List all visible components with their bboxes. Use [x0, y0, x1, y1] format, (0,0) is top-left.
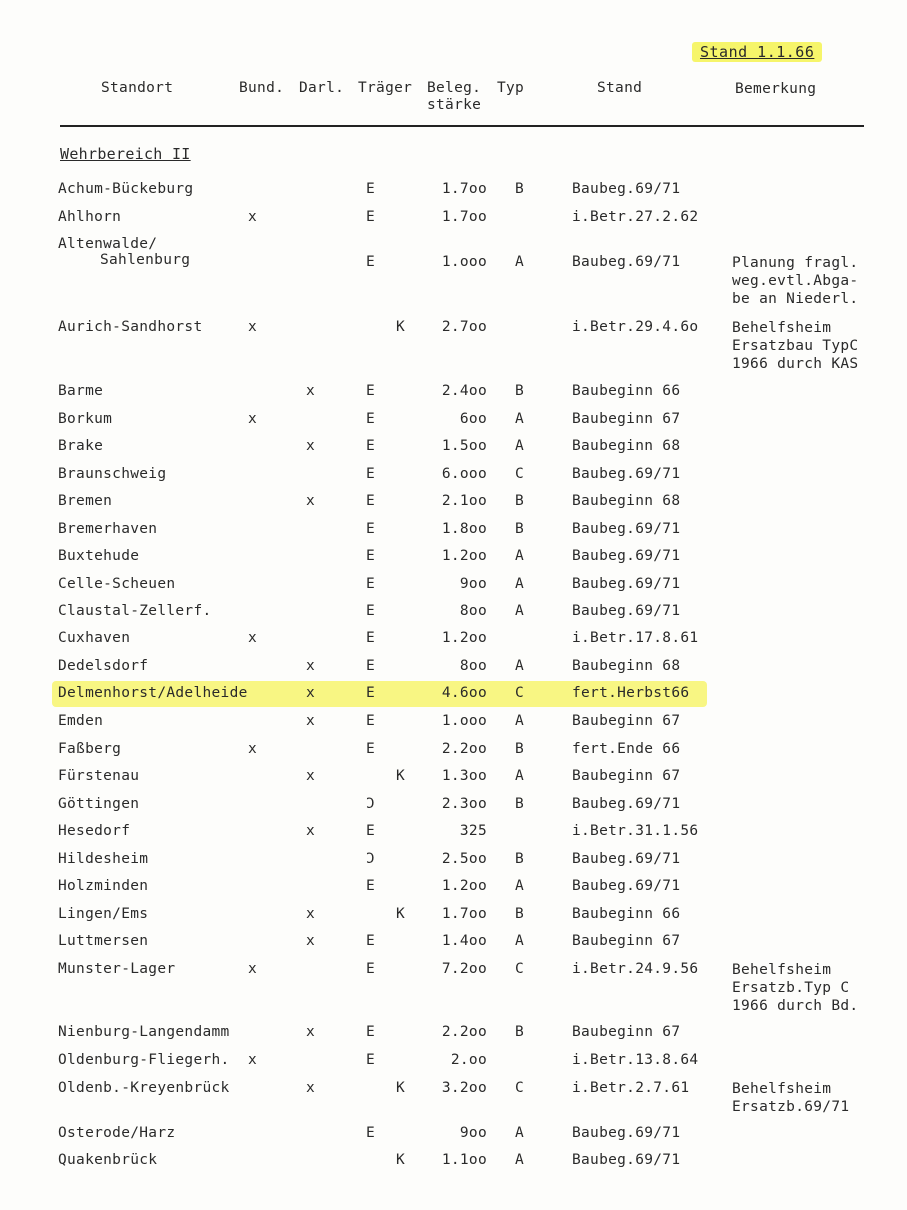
standort-cell: Borkum	[58, 411, 113, 427]
belegstaerke-cell: 6.ooo	[441, 466, 487, 482]
standort-cell: Holzminden	[58, 878, 149, 894]
standort-cell: Nienburg-Langendamm	[58, 1024, 230, 1040]
stand-cell: Baubeg.69/71	[572, 603, 681, 619]
belegstaerke-cell: 1.2oo	[441, 630, 487, 646]
typ-cell: B	[515, 906, 525, 922]
darl-mark: x	[306, 383, 316, 399]
standort-cell: Brake	[58, 438, 104, 454]
darl-mark: x	[306, 438, 316, 454]
standort-cell: Cuxhaven	[58, 630, 131, 646]
standort-cell: Barme	[58, 383, 104, 399]
standort-cell: Emden	[58, 713, 104, 729]
typ-cell: A	[515, 548, 525, 564]
date-stamp: Stand 1.1.66	[692, 42, 822, 62]
belegstaerke-cell: 1.3oo	[441, 768, 487, 784]
typ-cell: B	[515, 521, 525, 537]
typ-cell: B	[515, 741, 525, 757]
belegstaerke-cell: 2.4oo	[441, 383, 487, 399]
traeger-cell: E	[366, 741, 376, 757]
belegstaerke-cell: 1.2oo	[441, 548, 487, 564]
darl-mark: x	[306, 685, 316, 701]
stand-cell: Baubeg.69/71	[572, 521, 681, 537]
standort-cell: Munster-Lager	[58, 961, 176, 977]
traeger-cell: E	[366, 1125, 376, 1141]
belegstaerke-cell: 1.8oo	[441, 521, 487, 537]
belegstaerke-cell: 1.4oo	[441, 933, 487, 949]
bemerkung-line: Planung fragl.	[732, 255, 859, 271]
standort-cell: Hildesheim	[58, 851, 149, 867]
traeger-cell: E	[366, 411, 376, 427]
stand-cell: Baubeginn 66	[572, 906, 681, 922]
standort-cell: Fürstenau	[58, 768, 140, 784]
belegstaerke-cell: 8oo	[459, 658, 487, 674]
stand-cell: Baubeg.69/71	[572, 576, 681, 592]
standort-cell: Quakenbrück	[58, 1152, 158, 1168]
stand-cell: Baubeg.69/71	[572, 851, 681, 867]
stand-cell: Baubeg.69/71	[572, 548, 681, 564]
standort-cell: Aurich-Sandhorst	[58, 319, 203, 335]
standort-cell: Osterode/Harz	[58, 1125, 176, 1141]
bemerkung-cell	[732, 319, 858, 373]
typ-cell: A	[515, 1152, 525, 1168]
typ-cell: A	[515, 254, 525, 270]
standort-cell: Braunschweig	[58, 466, 167, 482]
header-beleg: Beleg.	[427, 80, 482, 96]
traeger-cell: E	[366, 576, 376, 592]
typ-cell: C	[515, 685, 525, 701]
bemerkung-line: Behelfsheim	[732, 962, 832, 978]
bemerkung-line: 1966 durch Bd.	[732, 998, 859, 1014]
traeger-cell: K	[396, 768, 406, 784]
darl-mark: x	[306, 713, 316, 729]
traeger-cell: E	[366, 685, 376, 701]
typ-cell: C	[515, 961, 525, 977]
typ-cell: A	[515, 713, 525, 729]
darl-mark: x	[306, 1080, 316, 1096]
traeger-cell: Ɔ	[366, 851, 376, 867]
belegstaerke-cell: 6oo	[459, 411, 487, 427]
standort-cell: Achum-Bückeburg	[58, 181, 194, 197]
traeger-cell: E	[366, 658, 376, 674]
typ-cell: A	[515, 576, 525, 592]
stand-cell: i.Betr.29.4.6o	[572, 319, 699, 335]
header-rule	[60, 125, 864, 127]
traeger-cell: E	[366, 1052, 376, 1068]
typ-cell: A	[515, 658, 525, 674]
bund-mark: x	[248, 630, 258, 646]
header-bemerkung: Bemerkung	[735, 81, 817, 97]
typ-cell: C	[515, 466, 525, 482]
traeger-cell: E	[366, 878, 376, 894]
bund-mark: x	[248, 741, 258, 757]
belegstaerke-cell: 1.7oo	[441, 906, 487, 922]
stand-cell: i.Betr.13.8.64	[572, 1052, 699, 1068]
bemerkung-line: Ersatzbau TypC	[732, 338, 859, 354]
typ-cell: A	[515, 603, 525, 619]
darl-mark: x	[306, 658, 316, 674]
standort-cell: Göttingen	[58, 796, 140, 812]
belegstaerke-cell: 2.5oo	[441, 851, 487, 867]
stand-cell: i.Betr.31.1.56	[572, 823, 699, 839]
typ-cell: A	[515, 878, 525, 894]
typ-cell: A	[515, 933, 525, 949]
traeger-cell: K	[396, 906, 406, 922]
typ-cell: B	[515, 851, 525, 867]
standort-cell: Oldenburg-Fliegerh.	[58, 1052, 230, 1068]
stand-cell: Baubeginn 67	[572, 768, 681, 784]
traeger-cell: E	[366, 630, 376, 646]
belegstaerke-cell: 1.7oo	[441, 209, 487, 225]
stand-cell: fert.Ende 66	[572, 741, 681, 757]
header-bund: Bund.	[239, 80, 285, 96]
traeger-cell: E	[366, 933, 376, 949]
traeger-cell: E	[366, 466, 376, 482]
stand-cell: i.Betr.24.9.56	[572, 961, 699, 977]
traeger-cell: E	[366, 521, 376, 537]
standort-cell: Buxtehude	[58, 548, 140, 564]
bemerkung-cell	[732, 961, 858, 1015]
standort-cell: Dedelsdorf	[58, 658, 149, 674]
darl-mark: x	[306, 1024, 316, 1040]
bemerkung-line: Behelfsheim	[732, 320, 832, 336]
standort-cell: Bremen	[58, 493, 113, 509]
standort-cell: Luttmersen	[58, 933, 149, 949]
darl-mark: x	[306, 823, 316, 839]
traeger-cell: E	[366, 438, 376, 454]
stand-cell: Baubeg.69/71	[572, 181, 681, 197]
standort-cell: Altenwalde/ Sahlenburg	[58, 236, 191, 268]
darl-mark: x	[306, 493, 316, 509]
traeger-cell: E	[366, 181, 376, 197]
bemerkung-line: 1966 durch KAS	[732, 356, 859, 372]
standort-cell: Hesedorf	[58, 823, 131, 839]
darl-mark: x	[306, 906, 316, 922]
bemerkung-line: weg.evtl.Abga-	[732, 273, 859, 289]
standort-cell: Delmenhorst/Adelheide	[58, 685, 248, 701]
stand-cell: Baubeginn 67	[572, 933, 681, 949]
bund-mark: x	[248, 411, 258, 427]
stand-cell: i.Betr.17.8.61	[572, 630, 699, 646]
stand-cell: Baubeg.69/71	[572, 1152, 681, 1168]
belegstaerke-cell: 1.ooo	[441, 254, 487, 270]
belegstaerke-cell: 8oo	[459, 603, 487, 619]
belegstaerke-cell: 1.ooo	[441, 713, 487, 729]
standort-cell: Celle-Scheuen	[58, 576, 176, 592]
belegstaerke-cell: 2.2oo	[441, 1024, 487, 1040]
standort-cell-line2: Sahlenburg	[100, 252, 191, 268]
bemerkung-line: Behelfsheim	[732, 1081, 832, 1097]
header-standort: Standort	[101, 80, 174, 96]
stand-cell: i.Betr.27.2.62	[572, 209, 699, 225]
typ-cell: B	[515, 796, 525, 812]
standort-cell: Ahlhorn	[58, 209, 122, 225]
stand-cell: fert.Herbst66	[572, 685, 690, 701]
belegstaerke-cell: 2.oo	[450, 1052, 487, 1068]
belegstaerke-cell: 4.6oo	[441, 685, 487, 701]
belegstaerke-cell: 9oo	[459, 1125, 487, 1141]
typ-cell: A	[515, 438, 525, 454]
standort-cell: Bremerhaven	[58, 521, 158, 537]
belegstaerke-cell: 1.5oo	[441, 438, 487, 454]
stand-cell: Baubeginn 67	[572, 1024, 681, 1040]
belegstaerke-cell: 2.2oo	[441, 741, 487, 757]
bund-mark: x	[248, 961, 258, 977]
stand-cell: Baubeginn 68	[572, 438, 681, 454]
stand-cell: Baubeginn 68	[572, 658, 681, 674]
belegstaerke-cell: 2.1oo	[441, 493, 487, 509]
bemerkung-line: Ersatzb.Typ C	[732, 980, 850, 996]
standort-cell: Claustal-Zellerf.	[58, 603, 212, 619]
typ-cell: B	[515, 181, 525, 197]
stand-cell: Baubeg.69/71	[572, 796, 681, 812]
typ-cell: A	[515, 411, 525, 427]
belegstaerke-cell: 1.1oo	[441, 1152, 487, 1168]
belegstaerke-cell: 1.7oo	[441, 181, 487, 197]
belegstaerke-cell: 3.2oo	[441, 1080, 487, 1096]
traeger-cell: E	[366, 493, 376, 509]
stand-cell: Baubeg.69/71	[572, 1125, 681, 1141]
stand-cell: Baubeg.69/71	[572, 878, 681, 894]
bund-mark: x	[248, 319, 258, 335]
bemerkung-line: Ersatzb.69/71	[732, 1099, 850, 1115]
traeger-cell: K	[396, 319, 406, 335]
traeger-cell: E	[366, 603, 376, 619]
traeger-cell: E	[366, 209, 376, 225]
typ-cell: B	[515, 1024, 525, 1040]
belegstaerke-cell: 2.3oo	[441, 796, 487, 812]
header-typ: Typ	[497, 80, 525, 96]
darl-mark: x	[306, 768, 316, 784]
traeger-cell: E	[366, 254, 376, 270]
stand-cell: Baubeginn 68	[572, 493, 681, 509]
traeger-cell: K	[396, 1152, 406, 1168]
bund-mark: x	[248, 209, 258, 225]
bemerkung-cell	[732, 1080, 849, 1116]
standort-cell: Lingen/Ems	[58, 906, 149, 922]
traeger-cell: E	[366, 1024, 376, 1040]
belegstaerke-cell: 2.7oo	[441, 319, 487, 335]
bund-mark: x	[248, 1052, 258, 1068]
traeger-cell: E	[366, 961, 376, 977]
traeger-cell: K	[396, 1080, 406, 1096]
typ-cell: B	[515, 493, 525, 509]
header-stand: Stand	[597, 80, 643, 96]
stand-cell: Baubeginn 66	[572, 383, 681, 399]
stand-cell: Baubeg.69/71	[572, 254, 681, 270]
header-beleg-staerke: stärke	[427, 97, 482, 113]
stand-cell: Baubeg.69/71	[572, 466, 681, 482]
darl-mark: x	[306, 933, 316, 949]
traeger-cell: Ɔ	[366, 796, 376, 812]
standort-cell: Faßberg	[58, 741, 122, 757]
belegstaerke-cell: 9oo	[459, 576, 487, 592]
belegstaerke-cell: 1.2oo	[441, 878, 487, 894]
typ-cell: A	[515, 768, 525, 784]
stand-cell: Baubeginn 67	[572, 411, 681, 427]
bemerkung-line: be an Niederl.	[732, 291, 859, 307]
belegstaerke-cell: 325	[459, 823, 487, 839]
traeger-cell: E	[366, 823, 376, 839]
header-darl: Darl.	[299, 80, 345, 96]
stand-cell: i.Betr.2.7.61	[572, 1080, 690, 1096]
standort-cell: Oldenb.-Kreyenbrück	[58, 1080, 230, 1096]
header-traeger: Träger	[358, 80, 413, 96]
stand-cell: Baubeginn 67	[572, 713, 681, 729]
typ-cell: C	[515, 1080, 525, 1096]
traeger-cell: E	[366, 713, 376, 729]
bemerkung-cell	[732, 254, 858, 308]
typ-cell: B	[515, 383, 525, 399]
traeger-cell: E	[366, 548, 376, 564]
section-title: Wehrbereich II	[60, 145, 191, 163]
traeger-cell: E	[366, 383, 376, 399]
belegstaerke-cell: 7.2oo	[441, 961, 487, 977]
typ-cell: A	[515, 1125, 525, 1141]
